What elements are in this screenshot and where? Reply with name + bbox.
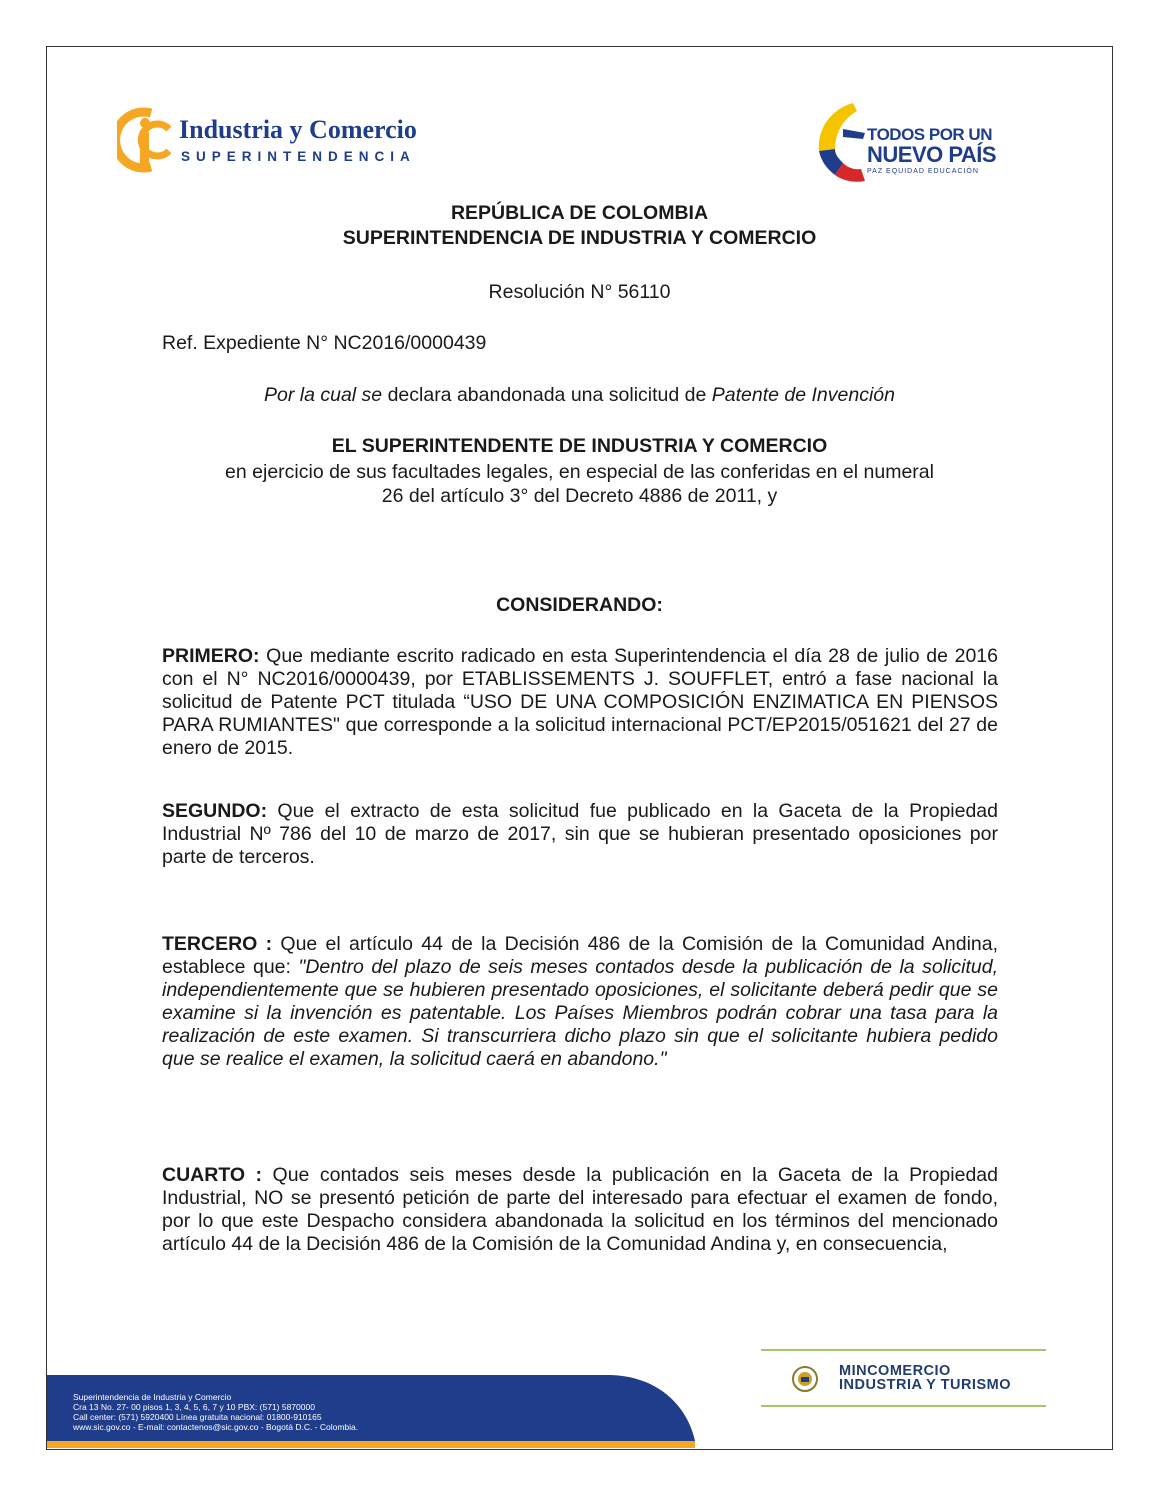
nuevo-pais-line3: PAZ EQUIDAD EDUCACIÓN [867,168,979,175]
footer-line1: Superintendencia de Industria y Comercio [73,1392,232,1402]
sic-logo-name: Industria y Comercio [179,115,417,144]
tercero-text: Que el artículo 44 de la Decisión 486 de la Comisión de la Comunidad Andina, establece que: [162,933,999,978]
file-reference: Ref. Expediente N° NC2016/0000439 [162,332,487,354]
nuevo-pais-emblem-icon [813,99,869,189]
segundo-label: SEGUNDO: [162,800,268,822]
subject-prefix: Por la cual se [264,384,383,406]
divider-bottom [761,1405,1046,1407]
tercero-label: TERCERO : [162,933,273,955]
segundo-text: Que el extracto de esta solicitud fue publicado en la Gaceta de la Propiedad Industrial Nº 786 del 10 de marzo de 2017, sin que se hubieran presentado oposiciones por parte de terceros. [162,800,998,868]
resolution-subject [47,383,1112,407]
cuarto-text: Que contados seis meses desde la publicación en la Gaceta de la Propiedad Industrial, NO se presentó petición de parte del interesado para efectuar el examen de fondo, por lo que este Despacho considera abandonada la solicitud en los términos del mencionado artículo 44 de la Decisión 486 de la Comisión de la Comunidad Andina y, en consecuencia, [162,1164,998,1255]
mincomercio-logo [761,1349,1046,1409]
footer-line3: Call center: (571) 5920400 Línea gratuita nacional: 01800-910165 [73,1412,322,1422]
footer-line4: www.sic.gov.co - E-mail: contactenos@sic.gov.co - Bogotá D.C. - Colombia. [73,1422,359,1432]
nuevo-pais-line1: TODOS POR UN [867,125,992,144]
title-institution: SUPERINTENDENCIA DE INDUSTRIA Y COMERCIO [342,227,817,249]
subject-suffix: Patente de Invención [711,384,895,406]
primero-text: Que mediante escrito radicado en esta Superintendencia el día 28 de julio de 2016 con el N° NC2016/0000439, por ETABLISSEMENTS J. SOUFFLET, entró a fase nacional la solicitud de Patente PCT titulada “USO DE UNA COMPOSICIÓN ENZIMATICA EN PIENSOS PARA RUMIANTES" que corresponde a la solicitud internacional PCT/EP2015/051621 del 27 de enero de 2015. [162,645,998,759]
colombia-seal-icon [791,1365,819,1393]
subject-middle: declara abandonada una solicitud de [382,384,712,406]
authority-line2: 26 del artículo 3° del Decreto 4886 de 2011, y [381,485,778,507]
sic-emblem-icon [117,105,179,175]
resolution-number: Resolución N° 56110 [488,281,671,303]
ministry-line1: MINCOMERCIO [839,1363,951,1379]
paragraph-tercero [162,933,998,1071]
sic-logo-subtitle: SUPERINTENDENCIA [181,149,416,164]
paragraph-cuarto [162,1164,998,1256]
ministry-line2: INDUSTRIA Y TURISMO [839,1377,1011,1393]
authority-title: EL SUPERINTENDENTE DE INDUSTRIA Y COMERCIO [331,435,828,457]
divider-top [761,1349,1046,1351]
footer-contact-banner [47,1375,697,1450]
nuevo-pais-line2: NUEVO PAÍS [867,142,997,167]
document-page [46,46,1113,1450]
cuarto-label: CUARTO : [162,1164,263,1186]
considerando-heading: CONSIDERANDO: [496,594,663,616]
footer-contact-text [73,1392,358,1432]
title-country: REPÚBLICA DE COLOMBIA [450,202,709,224]
sic-logo [117,105,457,175]
paragraph-primero [162,645,998,760]
tercero-quote: "Dentro del plazo de seis meses contados desde la publicación de la solicitud, independientemente que se hubieren presentado oposiciones, el solicitante deberá pedir que se examine si la invención es patentable. Los Países Miembros podrán cobrar una tasa para la realización de este examen. Si transcurriera dicho plazo sin que el solicitante hubiera pedido que se realice el examen, la solicitud caerá en abandono." [162,956,999,1070]
nuevo-pais-logo [813,99,997,189]
footer-line2: Cra 13 No. 27- 00 pisos 1, 3, 4, 5, 6, 7 y 10 PBX: (571) 5870000 [73,1402,315,1412]
primero-label: PRIMERO: [162,645,260,667]
authority-line1: en ejercicio de sus facultades legales, en especial de las conferidas en el numeral [225,461,934,483]
paragraph-segundo [162,800,998,869]
